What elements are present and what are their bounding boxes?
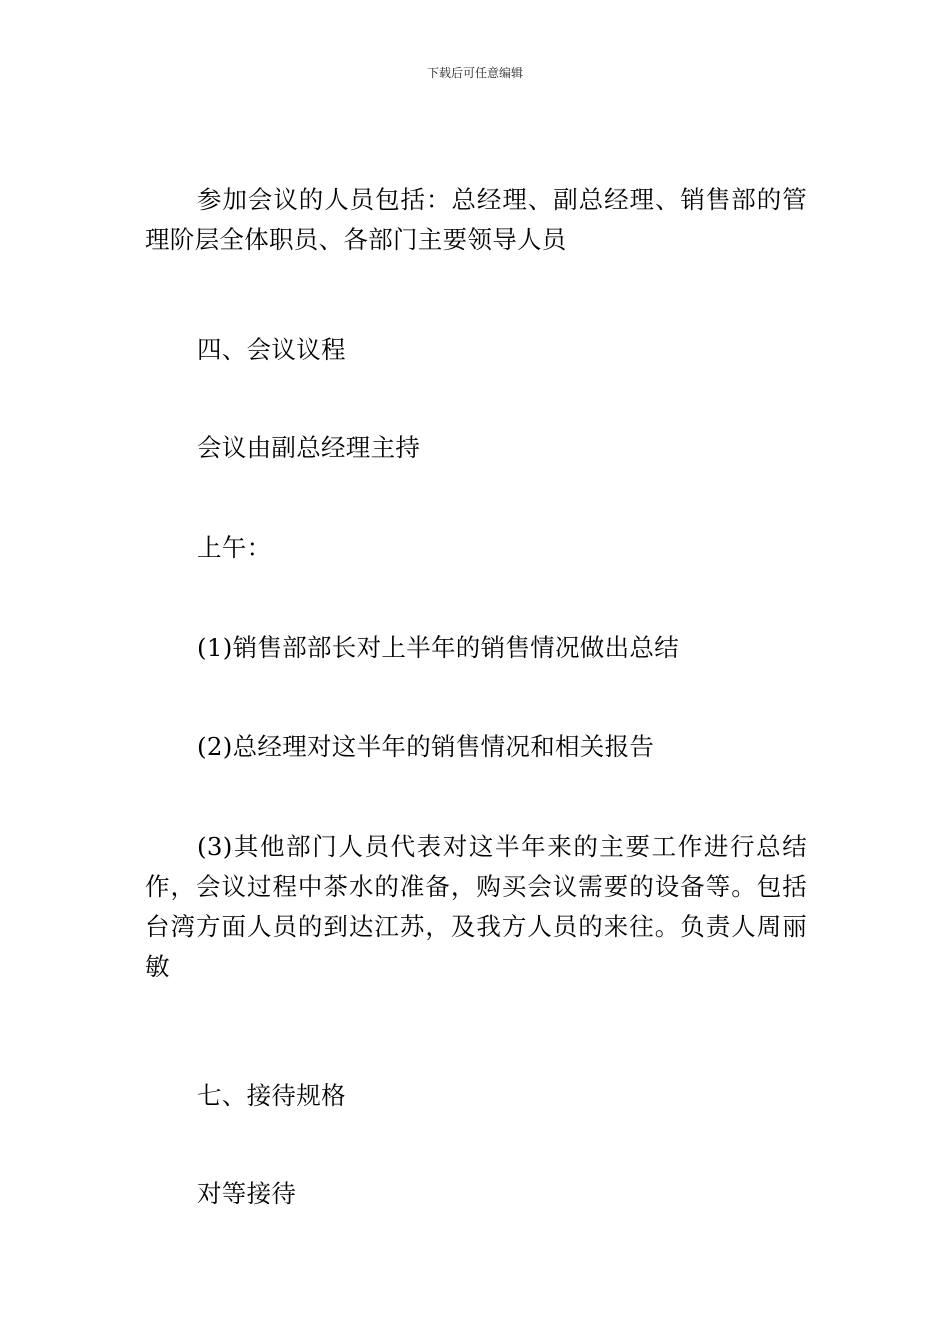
paragraph-morning: 上午： [197,533,272,562]
section-heading-agenda: 四、会议议程 [197,335,346,364]
agenda-item-3: (3)其他部门人员代表对这半年来的主要工作进行总结作，会议过程中茶水的准备，购买会议需要的设备等。包括台湾方面人员的到达江苏，及我方人员的来往。负责人周丽敏 [145,832,807,981]
paragraph-host: 会议由副总经理主持 [197,433,421,462]
agenda-item-1: (1)销售部部长对上半年的销售情况做出总结 [197,633,680,662]
paragraph-attendees: 参加会议的人员包括：总经理、副总经理、销售部的管理阶层全体职员、各部门主要领导人员 [145,185,807,254]
section-heading-reception: 七、接待规格 [197,1081,346,1110]
agenda-item-2: (2)总经理对这半年的销售情况和相关报告 [197,732,655,761]
page-header: 下载后可任意编辑 [426,66,523,80]
paragraph-reception-level: 对等接待 [197,1179,297,1208]
